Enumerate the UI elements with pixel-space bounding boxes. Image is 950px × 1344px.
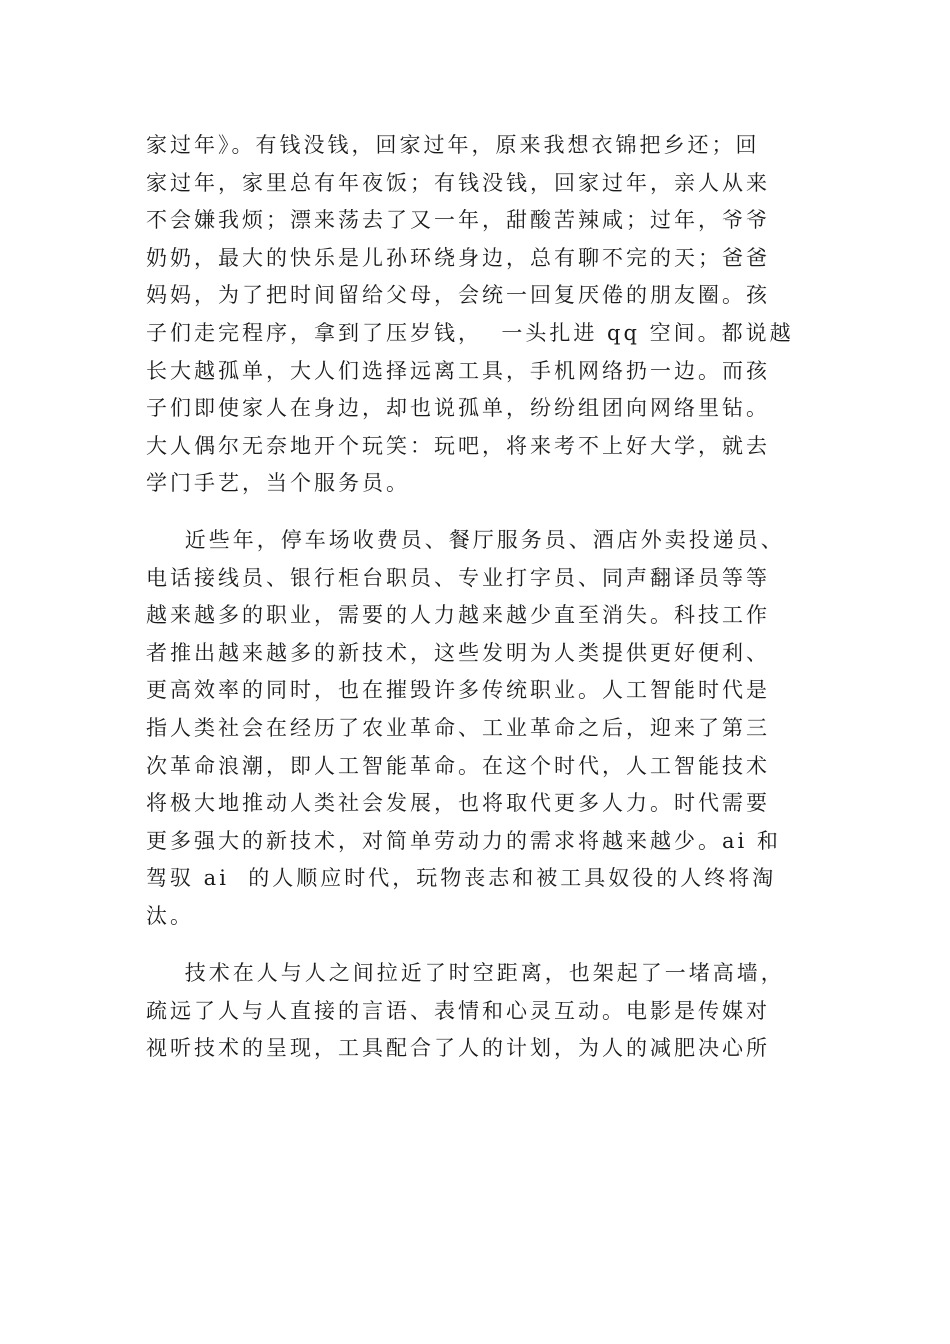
paragraph-line: 疏远了人与人直接的言语、表情和心灵互动。电影是传媒对: [146, 998, 770, 1023]
paragraph-line: 者推出越来越多的新技术，这些发明为人类提供更好便利、: [146, 640, 770, 665]
paragraph-line: 指人类社会在经历了农业革命、工业革命之后，迎来了第三: [146, 715, 770, 740]
paragraph-line: 视听技术的呈现，工具配合了人的计划，为人的减肥决心所: [146, 1036, 770, 1061]
paragraph-line: 驾驭 ai 的人顺应时代，玩物丧志和被工具奴役的人终将淘: [146, 866, 777, 891]
paragraph-line: 将极大地推动人类社会发展，也将取代更多人力。时代需要: [146, 791, 770, 816]
paragraph-line: 长大越孤单，大人们选择远离工具，手机网络扔一边。而孩: [146, 358, 770, 383]
paragraph-line: 奶奶，最大的快乐是儿孙环绕身边，总有聊不完的天；爸爸: [146, 245, 770, 270]
paragraph-line: 子们即使家人在身边，却也说孤单，纷纷组团向网络里钻。: [146, 396, 770, 421]
paragraph-line: 家过年》。有钱没钱，回家过年，原来我想衣锦把乡还；回: [146, 133, 760, 157]
paragraph-line: 越来越多的职业，需要的人力越来越少直至消失。科技工作: [146, 603, 770, 628]
paragraph-line: 子们走完程序，拿到了压岁钱， 一头扎进 qq 空间。都说越: [146, 320, 794, 345]
paragraph-line: 汰。: [146, 903, 194, 928]
paragraph-3: [146, 955, 811, 1068]
paragraph-line: 更高效率的同时，也在摧毁许多传统职业。人工智能时代是: [146, 678, 770, 703]
paragraph-line: 技术在人与人之间拉近了时空距离，也架起了一堵高墙，: [146, 961, 785, 985]
paragraph-line: 大人偶尔无奈地开个玩笑：玩吧，将来考不上好大学，就去: [146, 433, 770, 458]
paragraph-line: 不会嫌我烦；漂来荡去了又一年，甜酸苦辣咸；过年，爷爷: [146, 208, 770, 233]
paragraph-line: 近些年，停车场收费员、餐厅服务员、酒店外卖投递员、: [146, 528, 785, 552]
paragraph-2: [146, 522, 811, 936]
paragraph-line: 妈妈，为了把时间留给父母，会统一回复厌倦的朋友圈。孩: [146, 283, 770, 308]
paragraph-line: 学门手艺，当个服务员。: [146, 471, 410, 496]
paragraph-line: 家过年，家里总有年夜饭；有钱没钱，回家过年，亲人从来: [146, 170, 770, 195]
paragraph-line: 电话接线员、银行柜台职员、专业打字员、同声翻译员等等: [146, 565, 770, 590]
paragraph-1: [146, 127, 811, 503]
paragraph-line: 次革命浪潮，即人工智能革命。在这个时代，人工智能技术: [146, 753, 770, 778]
paragraph-line: 更多强大的新技术，对简单劳动力的需求将越来越少。ai 和: [146, 828, 781, 853]
